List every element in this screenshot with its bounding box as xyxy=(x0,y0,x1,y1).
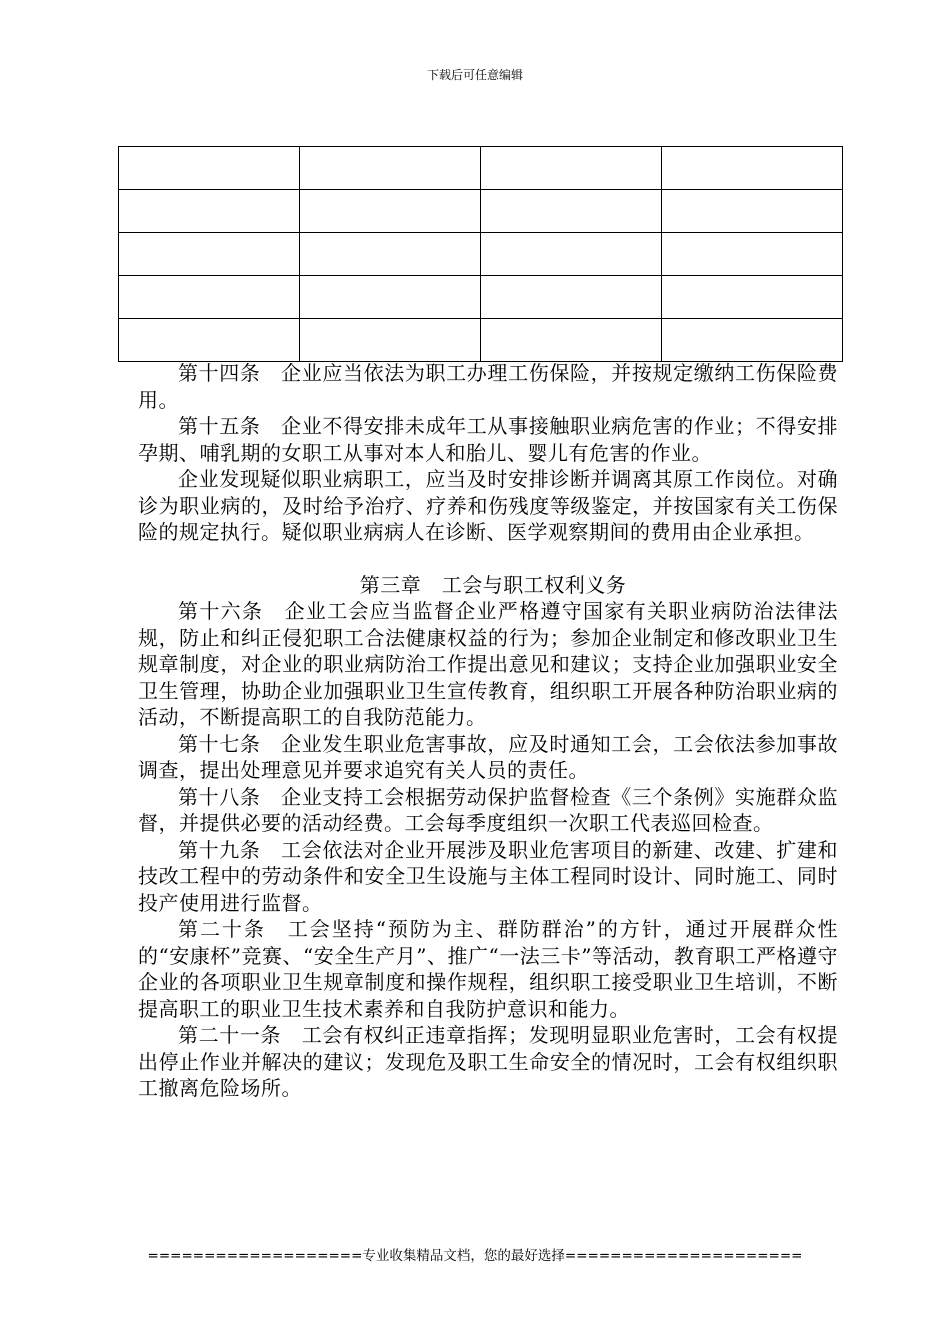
page-footer-note: ===================专业收集精品文档，您的最好选择===================== xyxy=(147,1248,803,1264)
article-18: 第十八条 企业支持工会根据劳动保护监督检查《三个条例》实施群众监督，并提供必要的活动经费。工会每季度组织一次职工代表巡回检查。 xyxy=(138,784,838,835)
table-cell xyxy=(662,233,843,276)
table-row xyxy=(119,233,843,276)
article-20: 第二十条 工会坚持“预防为主、群防群治”的方针，通过开展群众性的“安康杯”竞赛、“安全生产月”、推广“一法三卡”等活动，教育职工严格遵守企业的各项职业卫生规章制度和操作规程，组织职工接受职业卫生培训，不断提高职工的职业卫生技术素养和自我防护意识和能力。 xyxy=(138,917,838,1021)
page-header-note: 下载后可任意编辑 xyxy=(426,68,523,82)
table-cell xyxy=(662,276,843,319)
table-cell xyxy=(481,319,662,362)
document-body xyxy=(138,360,838,1102)
article-17: 第十七条 企业发生职业危害事故，应及时通知工会，工会依法参加事故调查，提出处理意见并要求追究有关人员的责任。 xyxy=(138,731,838,782)
table-cell xyxy=(119,276,300,319)
table-cell xyxy=(300,319,481,362)
article-14: 第十四条 企业应当依法为职工办理工伤保险，并按规定缴纳工伤保险费用。 xyxy=(138,361,838,412)
table-row xyxy=(119,190,843,233)
table-cell xyxy=(481,147,662,190)
table-row xyxy=(119,147,843,190)
table-cell xyxy=(481,190,662,233)
blank-table xyxy=(118,146,843,362)
article-19: 第十九条 工会依法对企业开展涉及职业危害项目的新建、改建、扩建和技改工程中的劳动条件和安全卫生设施与主体工程同时设计、同时施工、同时投产使用进行监督。 xyxy=(138,837,838,915)
chapter-title: 第三章 工会与职工权利义务 xyxy=(359,572,627,597)
article-16: 第十六条 企业工会应当监督企业严格遵守国家有关职业病防治法律法规，防止和纠正侵犯职工合法健康权益的行为；参加企业制定和修改职业卫生规章制度，对企业的职业病防治工作提出意见和建议；支持企业加强职业安全卫生管理，协助企业加强职业卫生宣传教育，组织职工开展各种防治职业病的活动，不断提高职工的自我防范能力。 xyxy=(138,599,838,729)
table-row xyxy=(119,319,843,362)
table-cell xyxy=(662,147,843,190)
table-cell xyxy=(119,190,300,233)
table-cell xyxy=(662,190,843,233)
table-cell xyxy=(481,233,662,276)
table-cell xyxy=(119,147,300,190)
table-cell xyxy=(300,233,481,276)
table-cell xyxy=(662,319,843,362)
table-cell xyxy=(119,233,300,276)
article-15: 第十五条 企业不得安排未成年工从事接触职业病危害的作业；不得安排孕期、哺乳期的女职工从事对本人和胎儿、婴儿有危害的作业。 xyxy=(138,414,838,465)
article-15-paragraph-2: 企业发现疑似职业病职工，应当及时安排诊断并调离其原工作岗位。对确诊为职业病的，及时给予治疗、疗养和伤残度等级鉴定，并按国家有关工伤保险的规定执行。疑似职业病病人在诊断、医学观察期间的费用由企业承担。 xyxy=(138,467,838,544)
table-cell xyxy=(300,190,481,233)
table-row xyxy=(119,276,843,319)
table-cell xyxy=(300,147,481,190)
article-21: 第二十一条 工会有权纠正违章指挥；发现明显职业危害时，工会有权提出停止作业并解决的建议；发现危及职工生命安全的情况时，工会有权组织职工撤离危险场所。 xyxy=(138,1023,838,1100)
table-cell xyxy=(119,319,300,362)
table-cell xyxy=(481,276,662,319)
table-cell xyxy=(300,276,481,319)
